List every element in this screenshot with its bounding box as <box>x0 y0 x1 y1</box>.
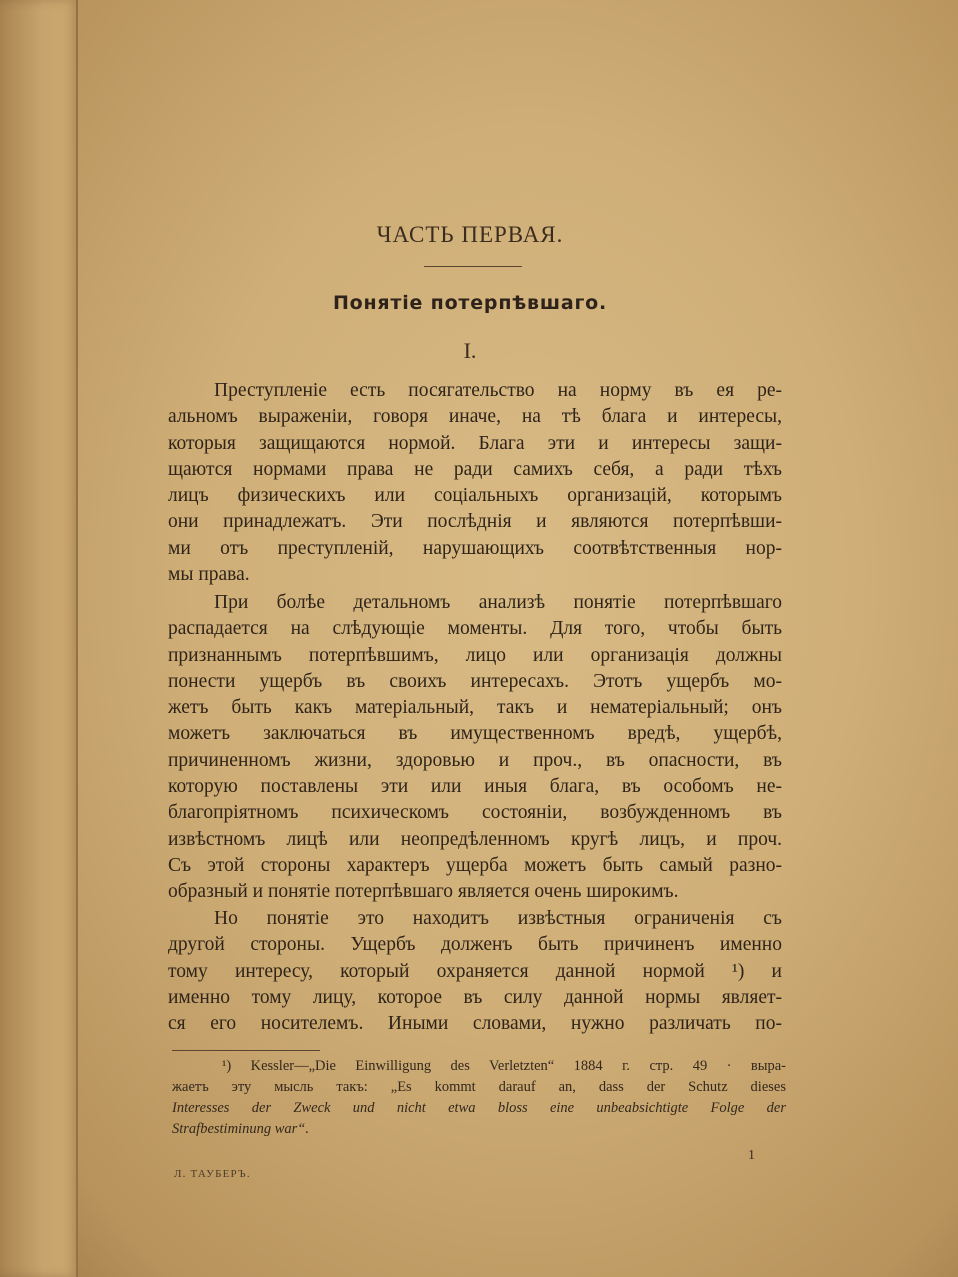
text-line: При болѣе детальномъ анализѣ понятіе потерпѣвшаго <box>214 592 782 613</box>
chapter-title: Понятіе потерпѣвшаго. <box>332 292 608 314</box>
footnote-divider <box>172 1050 320 1051</box>
footnote-line: Interesses der Zweck und nicht etwa bloss eine unbeabsichtigte Folge der <box>172 1100 786 1116</box>
title-divider <box>424 266 522 267</box>
text-line: другой стороны. Ущербъ долженъ быть причиненъ именно <box>168 934 782 956</box>
book-gutter <box>0 0 78 1277</box>
text-line: благопріятномъ психическомъ состояніи, возбужденномъ въ <box>168 802 782 824</box>
footnote-line: жаетъ эту мысль такъ: „Es kommt darauf an, dass der Schutz dieses <box>172 1079 786 1095</box>
text-line: альномъ выраженіи, говоря иначе, на тѣ блага и интересы, <box>168 406 782 428</box>
text-line: мы права. <box>168 564 250 586</box>
text-line: которую поставлены эти или иныя блага, въ особомъ не- <box>168 776 782 798</box>
text-line: понести ущербъ въ своихъ интересахъ. Этотъ ущербъ мо- <box>168 670 782 692</box>
printer-signature: Л. ТАУБЕРЪ. <box>174 1168 251 1180</box>
text-line: извѣстномъ лицѣ или неопредѣленномъ кругѣ лицъ, и проч. <box>168 828 782 850</box>
text-line: Преступленіе есть посягательство на норму въ ея ре- <box>214 380 782 401</box>
text-line: можетъ заключаться въ имущественномъ вредѣ, ущербѣ, <box>168 723 782 745</box>
text-line: жетъ быть какъ матеріальный, такъ и нематеріальный; онъ <box>168 697 782 719</box>
text-line: Но понятіе это находитъ извѣстныя ограниченія съ <box>214 908 782 929</box>
page-number: 1 <box>748 1148 755 1163</box>
text-line: тому интересу, который охраняется данной нормой ¹) и <box>168 960 782 982</box>
paragraph-1 <box>168 378 782 588</box>
text-line: щаются нормами права не ради самихъ себя, а ради тѣхъ <box>168 458 782 480</box>
text-line: причиненномъ жизни, здоровью и проч., въ опасности, въ <box>168 749 782 771</box>
text-line: они принадлежатъ. Эти послѣднія и являются потерпѣвши- <box>168 511 782 533</box>
footnote-line: ¹) Kessler—„Die Einwilligung des Verletzten“ 1884 г. стр. 49 · выра- <box>222 1058 786 1074</box>
paragraph-2 <box>168 590 782 906</box>
section-number: I. <box>463 338 477 363</box>
text-line: именно тому лицу, которое въ силу данной нормы являет- <box>168 986 782 1008</box>
text-line: ми отъ преступленій, нарушающихъ соотвѣтственныя нор- <box>168 537 782 559</box>
footnote <box>172 1056 786 1140</box>
footnote-line: Strafbestiminung war“. <box>172 1121 309 1137</box>
text-line: признаннымъ потерпѣвшимъ, лицо или организація должны <box>168 644 782 666</box>
paragraph-3 <box>168 906 782 1037</box>
gutter-edge <box>76 0 78 1277</box>
text-line: которыя защищаются нормой. Блага эти и интересы защи- <box>168 432 782 454</box>
text-line: ся его носителемъ. Иными словами, нужно различать по- <box>168 1013 782 1035</box>
text-line: образный и понятіе потерпѣвшаго является очень широкимъ. <box>168 881 679 903</box>
part-title: ЧАСТЬ ПЕРВАЯ. <box>376 222 564 247</box>
text-line: распадается на слѣдующіе моменты. Для того, чтобы быть <box>168 618 782 640</box>
text-line: лицъ физическихъ или соціальныхъ организацій, которымъ <box>168 485 782 507</box>
text-line: Съ этой стороны характеръ ущерба можетъ быть самый разно- <box>168 854 782 876</box>
